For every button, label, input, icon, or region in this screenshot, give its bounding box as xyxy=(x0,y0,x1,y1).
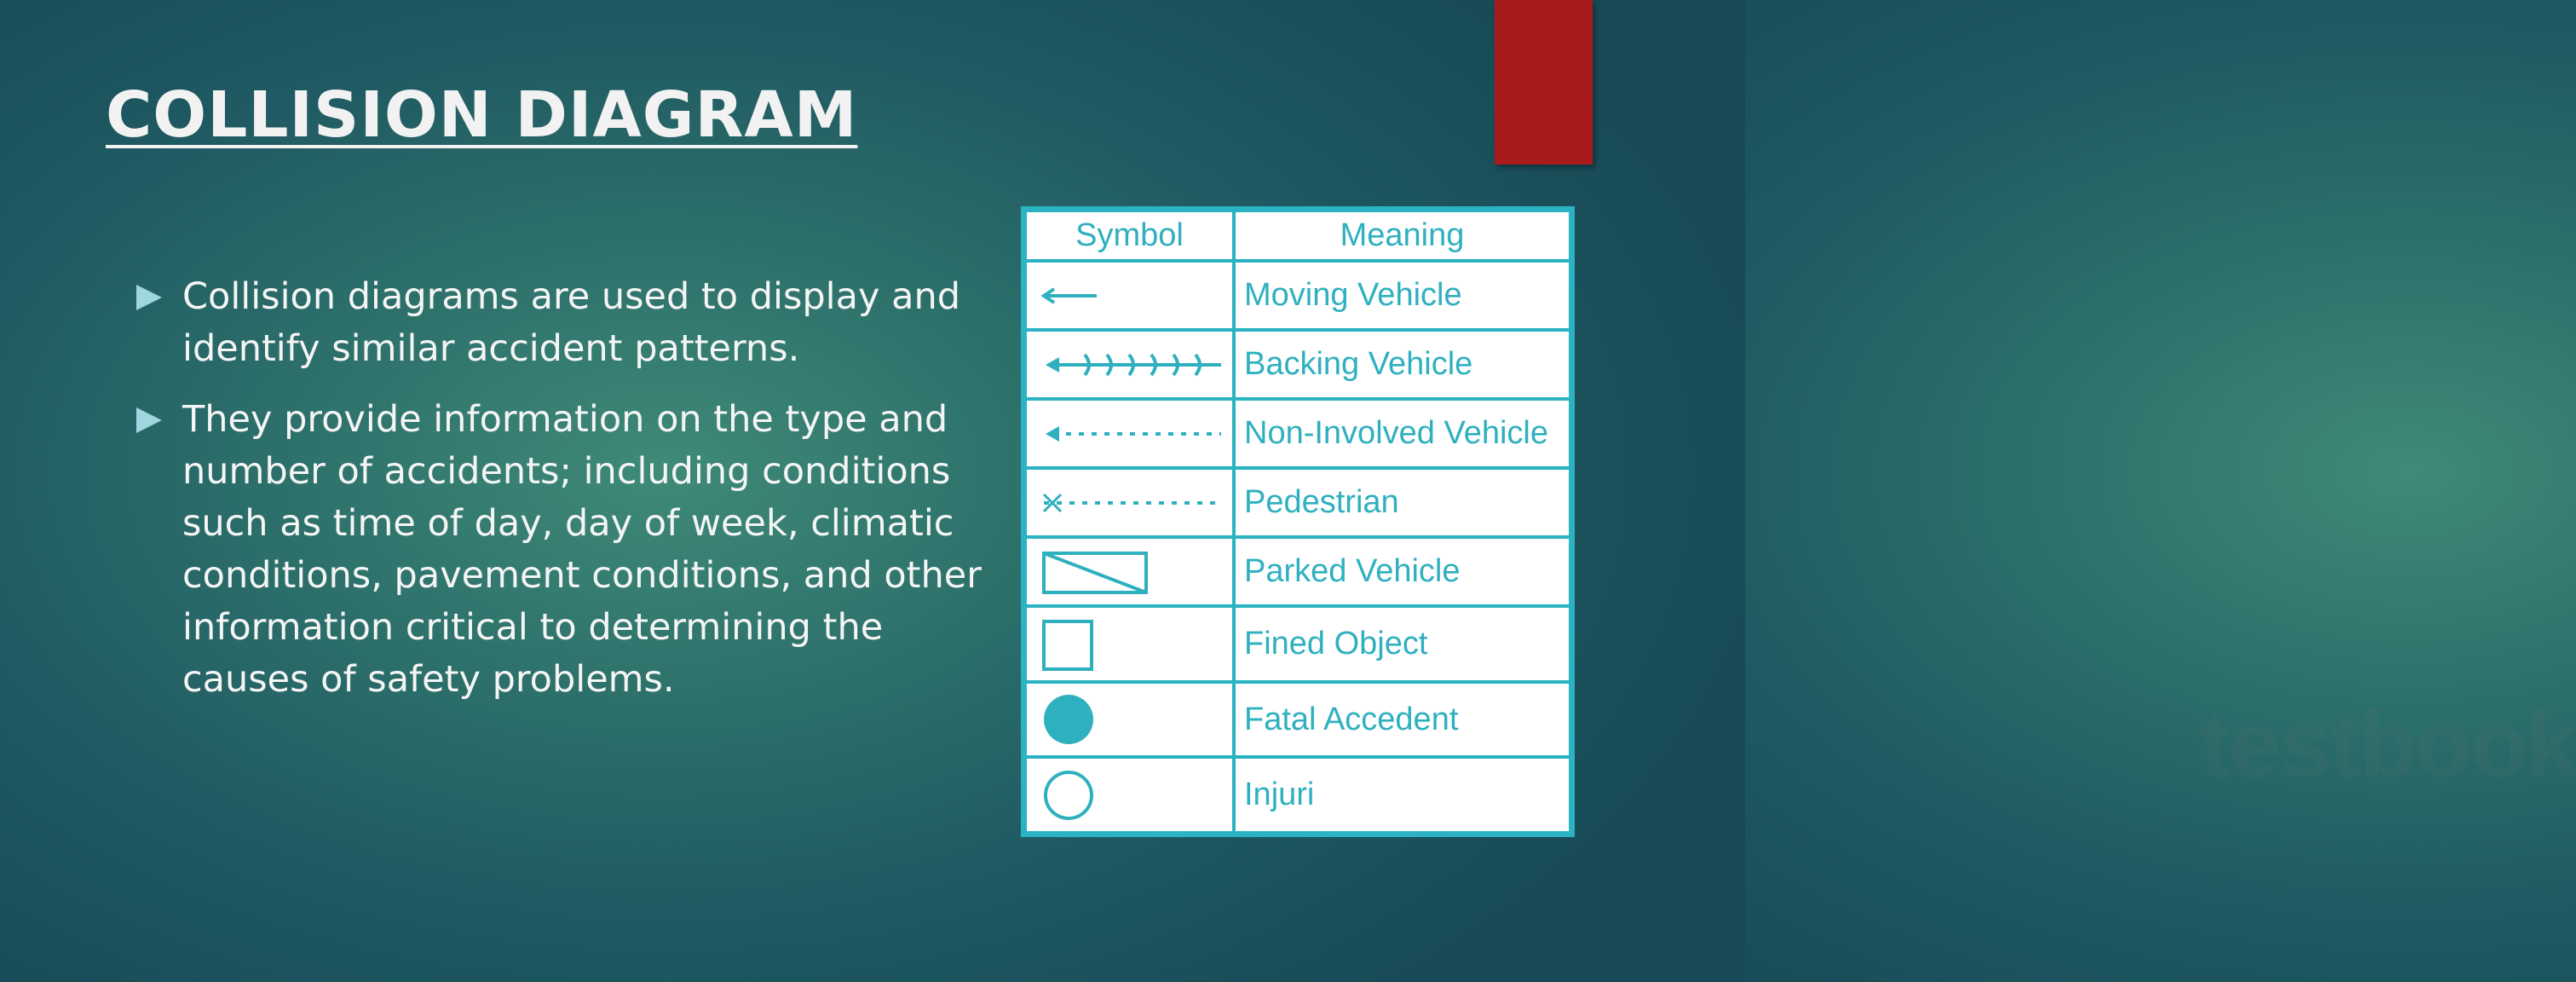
symbol-cell xyxy=(1025,330,1234,399)
table-row xyxy=(1025,399,1570,468)
meaning-cell: Moving Vehicle xyxy=(1234,261,1570,330)
symbol-cell xyxy=(1025,261,1234,330)
bullet-item xyxy=(133,271,994,375)
table-row xyxy=(1025,682,1570,758)
table-row xyxy=(1025,330,1570,399)
table-row xyxy=(1025,537,1570,606)
red-accent-tab xyxy=(1495,0,1593,165)
meaning-cell: Non-Involved Vehicle xyxy=(1234,399,1570,468)
meaning-cell: Backing Vehicle xyxy=(1234,330,1570,399)
watermark-logo: testbook xyxy=(2199,692,2576,797)
moving-vehicle-arrow-icon xyxy=(1032,270,1224,321)
bullet-list xyxy=(133,271,994,725)
table-row xyxy=(1025,261,1570,330)
filled-circle-icon xyxy=(1032,691,1224,748)
bullet-text: Collision diagrams are used to display and identify similar accident patterns. xyxy=(182,275,960,370)
slide-title: COLLISION DIAGRAM xyxy=(106,78,858,152)
symbol-cell xyxy=(1025,606,1234,682)
bullet-arrow-icon xyxy=(136,407,162,433)
non-involved-vehicle-dashed-arrow-icon xyxy=(1032,408,1224,459)
table-row xyxy=(1025,468,1570,537)
symbol-cell xyxy=(1025,682,1234,758)
fixed-object-square-icon xyxy=(1032,616,1224,673)
header-meaning: Meaning xyxy=(1234,211,1570,261)
meaning-cell: Injuri xyxy=(1234,757,1570,833)
meaning-cell: Pedestrian xyxy=(1234,468,1570,537)
table-header-row xyxy=(1025,211,1570,261)
parked-vehicle-box-icon xyxy=(1032,546,1224,598)
collision-symbol-table xyxy=(1021,206,2576,837)
bullet-arrow-icon xyxy=(136,285,162,310)
backing-vehicle-arrow-icon xyxy=(1032,339,1224,390)
meaning-cell: Parked Vehicle xyxy=(1234,537,1570,606)
symbol-cell xyxy=(1025,399,1234,468)
meaning-cell: Fined Object xyxy=(1234,606,1570,682)
symbol-cell xyxy=(1025,757,1234,833)
meaning-cell: Fatal Accedent xyxy=(1234,682,1570,758)
table-row xyxy=(1025,606,1570,682)
symbol-cell xyxy=(1025,537,1234,606)
header-symbol: Symbol xyxy=(1025,211,1234,261)
bullet-item xyxy=(133,394,994,706)
legend-table xyxy=(1023,209,1572,835)
symbol-cell xyxy=(1025,468,1234,537)
table-row xyxy=(1025,757,1570,833)
hollow-circle-icon xyxy=(1032,767,1224,823)
bullet-text: They provide information on the type and number of accidents; including conditions such as time of day, day of week, climatic conditions, pavement conditions, and other information critical to determining the causes of safety problems. xyxy=(182,398,982,701)
pedestrian-dashed-line-icon xyxy=(1032,477,1224,529)
